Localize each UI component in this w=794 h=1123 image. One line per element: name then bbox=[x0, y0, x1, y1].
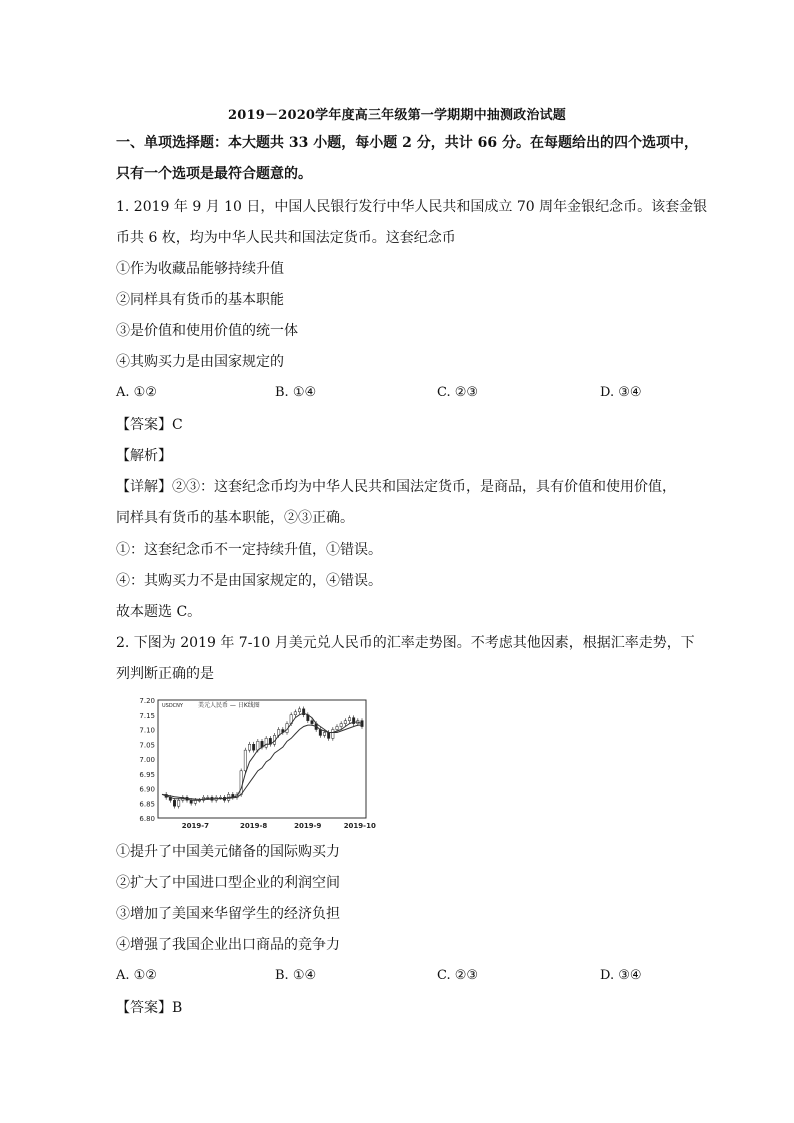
q2-option-a: A. ①② bbox=[116, 968, 157, 983]
chart-candle-body bbox=[332, 730, 334, 739]
chart-candle-body bbox=[173, 800, 175, 806]
q1-stem-line2: 币共 6 枚，均为中华人民共和国法定货币。这套纪念币 bbox=[116, 230, 456, 246]
q2-answer: 【答案】B bbox=[116, 1000, 183, 1016]
chart-candle-body bbox=[323, 732, 325, 735]
q1-statement-2: ②同样具有货币的基本职能 bbox=[116, 292, 284, 308]
chart-candle-body bbox=[344, 721, 346, 724]
q2-option-d: D. ③④ bbox=[600, 968, 642, 983]
q1-stem-line1: 1. 2019 年 9 月 10 日，中国人民银行发行中华人民共和国成立 70 周年金银纪念币。该套金银 bbox=[116, 199, 708, 215]
q1-analysis-label: 【解析】 bbox=[116, 448, 172, 464]
q2-stem-line2: 列判断正确的是 bbox=[116, 666, 214, 682]
chart-candle-body bbox=[340, 724, 342, 727]
q2-statement-1: ①提升了中国美元储备的国际购买力 bbox=[116, 844, 340, 860]
chart-y-tick-label: 6.90 bbox=[139, 785, 155, 794]
q1-detail-line1: 【详解】②③：这套纪念币均为中华人民共和国法定货币，是商品，具有价值和使用价值， bbox=[116, 479, 676, 495]
chart-candle-body bbox=[257, 741, 259, 750]
chart-y-tick-label: 7.00 bbox=[139, 756, 155, 764]
q1-detail-line2: 同样具有货币的基本职能，②③正确。 bbox=[116, 510, 354, 526]
chart-y-tick-label: 6.80 bbox=[139, 815, 155, 823]
chart-candle-body bbox=[336, 727, 338, 730]
chart-plot-frame bbox=[158, 700, 366, 818]
q1-option-b: B. ①④ bbox=[275, 385, 317, 400]
q1-option-a: A. ①② bbox=[116, 385, 157, 400]
q1-statement-3: ③是价值和使用价值的统一体 bbox=[116, 323, 298, 339]
chart-x-tick-label: 2019-8 bbox=[240, 822, 268, 830]
q1-option-d: D. ③④ bbox=[600, 385, 642, 400]
q2-options bbox=[116, 968, 676, 986]
section-heading-line2: 只有一个选项是最符合题意的。 bbox=[116, 166, 312, 182]
q1-detail-line3: ①：这套纪念币不一定持续升值，①错误。 bbox=[116, 542, 382, 558]
q1-statement-1: ①作为收藏品能够持续升值 bbox=[116, 261, 284, 277]
chart-x-tick-label: 2019-10 bbox=[343, 822, 376, 830]
q1-conclusion: 故本题选 C。 bbox=[116, 604, 202, 620]
chart-y-tick-label: 6.85 bbox=[139, 800, 155, 809]
chart-x-tick-label: 2019-9 bbox=[294, 822, 322, 830]
chart-y-tick-label: 7.20 bbox=[139, 697, 155, 705]
chart-x-tick-label: 2019-7 bbox=[181, 822, 210, 830]
chart-candle-body bbox=[311, 721, 313, 724]
chart-y-tick-label: 6.95 bbox=[139, 770, 155, 779]
q2-option-b: B. ①④ bbox=[275, 968, 317, 983]
chart-title: 美元人民币 — 日K线图 bbox=[198, 702, 260, 709]
chart-candle-body bbox=[177, 800, 179, 806]
section-heading-line1: 一、单项选择题：本大题共 33 小题，每小题 2 分，共计 66 分。在每题给出的四个选项中， bbox=[116, 135, 698, 151]
exchange-rate-chart bbox=[130, 692, 376, 832]
chart-candle-body bbox=[298, 709, 300, 712]
chart-candle-body bbox=[319, 730, 321, 736]
q2-statement-4: ④增强了我国企业出口商品的竞争力 bbox=[116, 937, 340, 953]
q1-answer: 【答案】C bbox=[116, 417, 183, 433]
chart-y-tick-label: 7.05 bbox=[139, 741, 155, 750]
chart-corner-label: USDCNY bbox=[162, 703, 183, 709]
q1-detail-line4: ④：其购买力不是由国家规定的，④错误。 bbox=[116, 573, 382, 589]
chart-candle-body bbox=[265, 738, 267, 747]
chart-candle-body bbox=[244, 750, 246, 771]
q2-stem-line1: 2. 下图为 2019 年 7-10 月美元兑人民币的汇率走势图。不考虑其他因素，根据汇率走势，下 bbox=[116, 635, 695, 651]
chart-y-tick-label: 7.15 bbox=[139, 711, 155, 720]
page-title: 2019－2020学年度高三年级第一学期期中抽测政治试题 bbox=[228, 108, 566, 123]
q1-statement-4: ④其购买力是由国家规定的 bbox=[116, 354, 284, 370]
chart-candle-body bbox=[327, 732, 329, 738]
chart-candle-body bbox=[294, 712, 296, 715]
chart-candle-body bbox=[207, 797, 209, 798]
q1-option-c: C. ②③ bbox=[437, 385, 479, 400]
chart-candle-body bbox=[248, 744, 250, 750]
chart-y-tick-label: 7.10 bbox=[139, 726, 155, 735]
q1-options bbox=[116, 385, 676, 403]
q2-statement-3: ③增加了美国来华留学生的经济负担 bbox=[116, 906, 340, 922]
chart-candle-body bbox=[348, 718, 350, 721]
exchange-rate-chart-svg bbox=[130, 692, 376, 832]
q2-option-c: C. ②③ bbox=[437, 968, 479, 983]
q2-statement-2: ②扩大了中国进口型企业的利润空间 bbox=[116, 875, 340, 891]
chart-candle-body bbox=[252, 744, 254, 750]
